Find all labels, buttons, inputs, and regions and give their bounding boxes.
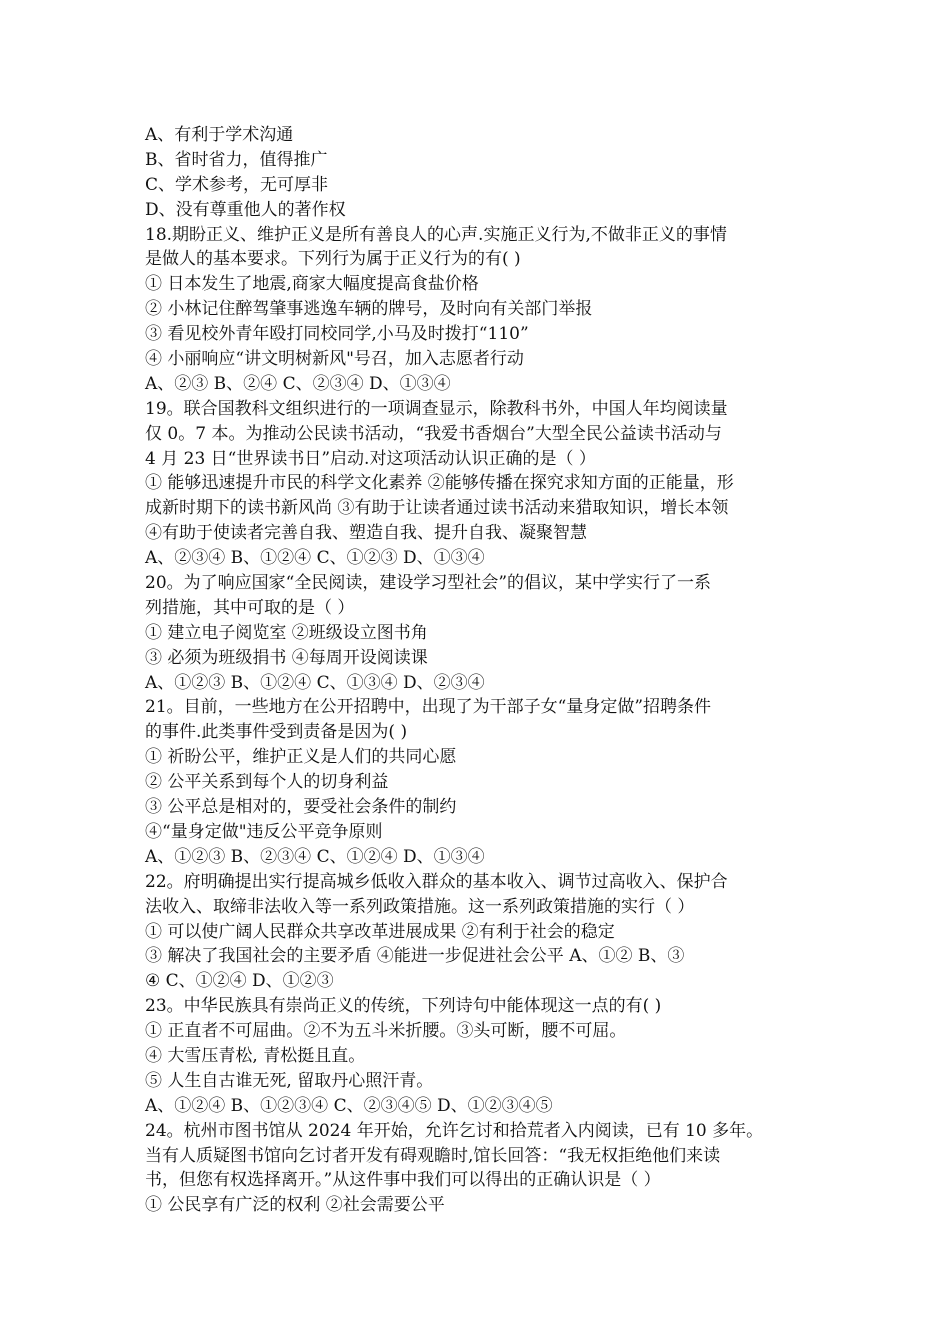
- statement-line: ① 公民享有广泛的权利 ②社会需要公平: [145, 1195, 445, 1216]
- statement-line: ③ 必须为班级捐书 ④每周开设阅读课: [145, 647, 428, 668]
- question-24-text: 24。杭州市图书馆从 2024 年开始，允许乞讨和拾荒者入内阅读，已有 10 多年。: [145, 1120, 764, 1141]
- statement-line: ② 公平关系到每个人的切身利益: [145, 772, 389, 793]
- option-line: C、学术参考，无可厚非: [145, 174, 329, 195]
- question-21-text: 的事件.此类事件受到责备是因为( ): [145, 722, 408, 743]
- answer-options: ④ C、①②④ D、①②③: [145, 971, 334, 992]
- statement-line: ③ 看见校外青年殴打同校同学,小马及时拨打“110”: [145, 324, 529, 345]
- question-19-text: 19。联合国教科文组织进行的一项调查显示，除教科书外，中国人年均阅读量: [145, 398, 728, 419]
- statement-line: ① 日本发生了地震,商家大幅度提高食盐价格: [145, 274, 479, 295]
- statement-line: ① 建立电子阅览室 ②班级设立图书角: [145, 622, 428, 643]
- question-20-text: 列措施，其中可取的是（ ）: [145, 597, 355, 618]
- question-18-text: 18.期盼正义、维护正义是所有善良人的心声.实施正义行为,不做非正义的事情: [145, 224, 727, 245]
- statement-line: ④ 小丽响应“讲文明树新风"号召，加入志愿者行动: [145, 349, 524, 370]
- option-line: B、省时省力，值得推广: [145, 149, 328, 170]
- answer-options: A、①②④ B、①②③④ C、②③④⑤ D、①②③④⑤: [145, 1095, 553, 1116]
- statement-line: ⑤ 人生自古谁无死, 留取丹心照汗青。: [145, 1070, 434, 1091]
- question-20-text: 20。为了响应国家“全民阅读，建设学习型社会”的倡议，某中学实行了一系: [145, 573, 712, 594]
- statement-line: ① 祈盼公平，维护正义是人们的共同心愿: [145, 747, 457, 768]
- statement-line: ④有助于使读者完善自我、塑造自我、提升自我、凝聚智慧: [145, 523, 587, 544]
- question-22-text: 法收入、取缔非法收入等一系列政策措施。这一系列政策措施的实行（ ）: [145, 896, 695, 917]
- question-21-text: 21。目前，一些地方在公开招聘中，出现了为干部子女“量身定做”招聘条件: [145, 697, 712, 718]
- statement-line: ④“量身定做"违反公平竞争原则: [145, 821, 383, 842]
- statement-line: ② 小林记住醉驾肇事逃逸车辆的牌号，及时向有关部门举报: [145, 299, 593, 320]
- option-line: D、没有尊重他人的著作权: [145, 199, 346, 220]
- option-line: A、有利于学术沟通: [145, 125, 294, 145]
- statement-line: ① 正直者不可屈曲。②不为五斗米折腰。③头可断，腰不可屈。: [145, 1021, 627, 1042]
- answer-options: A、①②③ B、②③④ C、①②④ D、①③④: [145, 846, 485, 867]
- answer-options: A、②③ B、②④ C、②③④ D、①③④: [145, 373, 451, 394]
- answer-options: A、①②③ B、①②④ C、①③④ D、②③④: [145, 672, 485, 693]
- document-body: [145, 123, 825, 1218]
- statement-line: ③ 公平总是相对的，要受社会条件的制约: [145, 797, 457, 818]
- statement-line: 成新时期下的读书新风尚 ③有助于让读者通过读书活动来猎取知识，增长本领: [145, 498, 729, 519]
- answer-options: A、②③④ B、①②④ C、①②③ D、①③④: [145, 548, 485, 569]
- statement-line: ④ 大雪压青松, 青松挺且直。: [145, 1045, 366, 1066]
- question-24-text: 书，但您有权选择离开。”从这件事中我们可以得出的正确认识是（ ）: [145, 1170, 661, 1191]
- question-19-text: 4 月 23 日“世界读书日”启动.对这项活动认识正确的是（ ）: [145, 448, 596, 469]
- question-18-text: 是做人的基本要求。下列行为属于正义行为的有( ): [145, 249, 521, 270]
- question-23-text: 23。中华民族具有崇尚正义的传统，下列诗句中能体现这一点的有( ): [145, 996, 662, 1017]
- question-24-text: 当有人质疑图书馆向乞讨者开发有碍观瞻时,馆长回答：“我无权拒绝他们来读: [145, 1145, 721, 1166]
- statement-line: ① 可以使广阔人民群众共享改革进展成果 ②有利于社会的稳定: [145, 921, 615, 942]
- question-22-text: 22。府明确提出实行提高城乡低收入群众的基本收入、调节过高收入、保护合: [145, 871, 728, 892]
- question-19-text: 仅 0。7 本。为推动公民读书活动，“我爱书香烟台”大型全民公益读书活动与: [145, 423, 722, 444]
- statement-line: ① 能够迅速提升市民的科学文化素养 ②能够传播在探究求知方面的正能量，形: [145, 473, 734, 494]
- statement-line: ③ 解决了我国社会的主要矛盾 ④能进一步促进社会公平 A、①② B、③: [145, 946, 685, 967]
